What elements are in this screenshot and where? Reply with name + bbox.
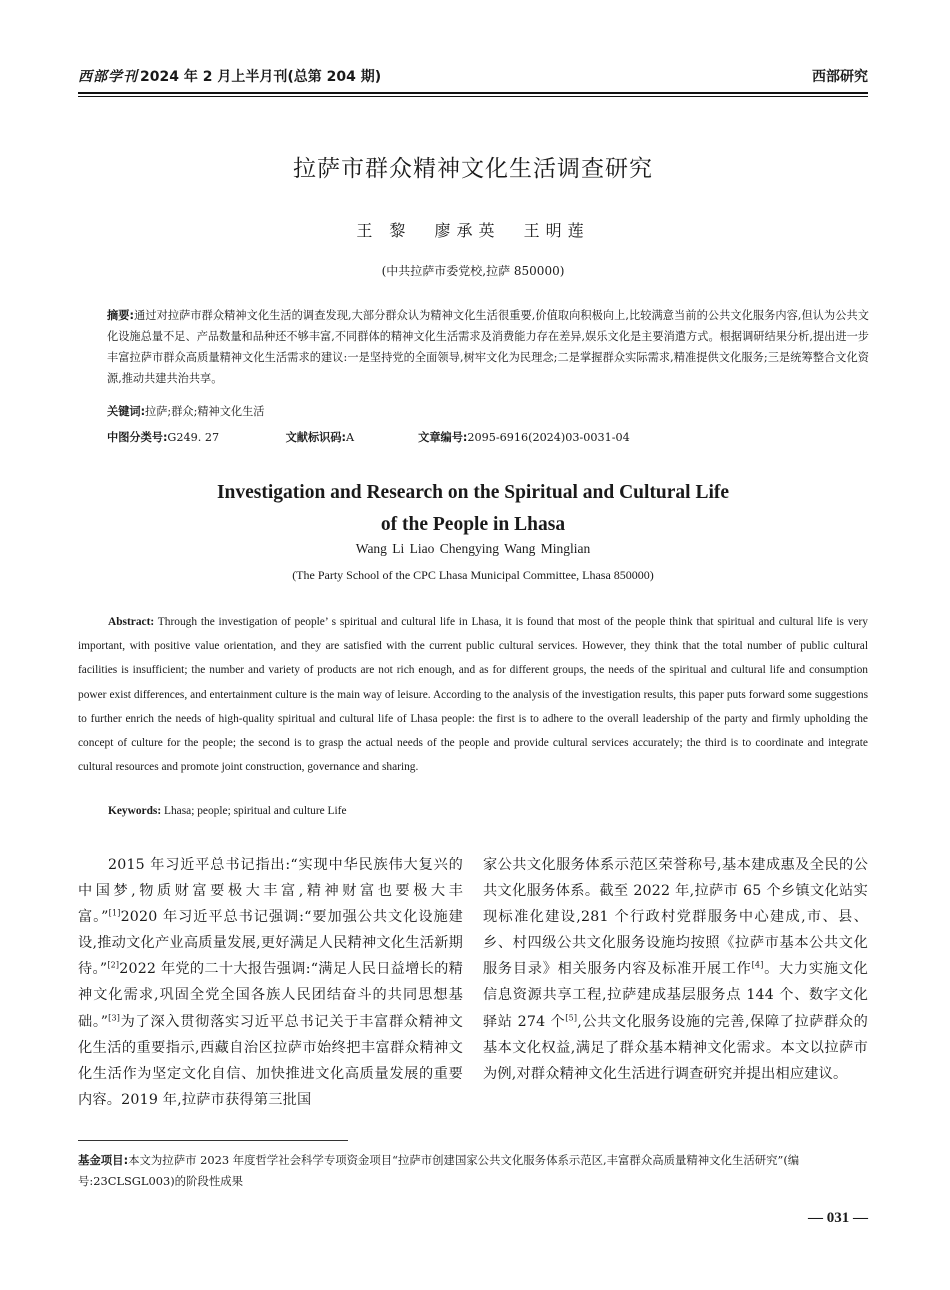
body-text: 家公共文化服务体系示范区荣誉称号,基本建成惠及全民的公共文化服务体系。截至 2022 年,拉萨市 65 个乡镇文化站实现标准化建设,281 个行政村党群服务中心建成,市、县、乡、村四级公共文化服务设施均按照《拉萨市基本公共文化服务目录》相关服务内容及标准开展工作 (483, 857, 868, 978)
english-affiliation: (The Party School of the CPC Lhasa Municipal Committee, Lhasa 850000) (292, 568, 654, 582)
english-authors: Wang Li Liao Chengying Wang Minglian (355, 541, 591, 556)
clc-value: G249. 27 (167, 431, 220, 444)
abstract-label: 摘要: (107, 309, 134, 322)
citation-ref: [3] (108, 1012, 121, 1022)
section-name: 西部研究 (812, 69, 868, 85)
keywords-label: 关键词: (107, 405, 146, 418)
doc-code-value: A (345, 431, 355, 444)
citation-ref: [2] (107, 960, 120, 970)
english-keywords-text: Lhasa; people; spiritual and culture Life (164, 805, 347, 817)
journal-issue (78, 66, 381, 86)
chinese-authors (78, 218, 868, 241)
body-column-right (483, 852, 868, 1087)
english-keywords-label: Keywords: (108, 805, 162, 817)
english-abstract-text: Through the investigation of people’ s spiritual and cultural life in Lhasa, it is found that most of the people think that spiritual and cultural life is very important, with positive value orientation, and they are satisfied with the current public cultural services. However, they think that the total number of public cultural facilities is insufficient; the number and variety of products are not rich enough, and as for different groups, the needs of the spiritual and cultural life and consumption power exist differences, and entertainment culture is the main way of leisure. According to the analysis of the investigation results, this paper puts forward some suggestions to further enrich the needs of high-quality spiritual and cultural life of Lhasa people: the first is to adhere to the overall leadership of the party and firmly upholding the concept of culture for the people; the second is to grasp the actual needs of the people and provide cultural services accurately; the third is to coordinate and integrate cultural resources and promote joint construction, governance and sharing. (78, 616, 868, 774)
footnote-text: 本文为拉萨市 2023 年度哲学社会科学专项资金项目“拉萨市创建国家公共文化服务体系示范区,丰富群众高质量精神文化生活研究”(编号:23CLSGL003)的阶段性成果 (78, 1153, 800, 1188)
article-no-label: 文章编号: (418, 431, 468, 444)
abstract-text: 通过对拉萨市群众精神文化生活的调查发现,大部分群众认为精神文化生活很重要,价值取向积极向上,比较满意当前的公共文化服务内容,但认为公共文化设施总量不足、产品数量和品种还不够丰富,不同群体的精神文化生活需求及消费能力存在差异,娱乐文化是主要消遣方式。根据调研结果分析,提出进一步丰富拉萨市群众高质量精神文化生活需求的建议:一是坚持党的全面领导,树牢文化为民理念;二是掌握群众实际需求,精准提供文化服务;三是统筹整合文化资源,推动共建共治共享。 (107, 309, 869, 385)
body-text: 为了深入贯彻落实习近平总书记关于丰富群众精神文化生活的重要指示,西藏自治区拉萨市始终把丰富群众精神文化生活作为坚定文化自信、加快推进文化高质量发展的重要内容。2019 年,拉萨市获得第三批国 (78, 1013, 463, 1108)
chinese-keywords (107, 403, 869, 419)
chinese-abstract (107, 305, 869, 389)
doc-code (286, 429, 415, 445)
english-title-line-1: Investigation and Research on the Spiritual and Cultural Life (216, 482, 730, 503)
author-3: 王明莲 (523, 221, 590, 240)
page-number: — 031 — (808, 1210, 868, 1226)
clc-code (107, 429, 282, 445)
body-text: 2022 年党的二十大报告强调:“满足人民日益增长的精神文化需求,巩固全党全国各族人民团结奋斗的共同思想基础。” (78, 961, 463, 1030)
citation-ref: [5] (565, 1012, 578, 1022)
article-number (418, 429, 630, 445)
footnote-divider (78, 1140, 348, 1141)
english-keywords (108, 805, 868, 817)
footnote-label: 基金项目: (78, 1153, 129, 1167)
doc-code-label: 文献标识码: (285, 431, 346, 444)
classification-line (107, 429, 869, 445)
funding-footnote (78, 1150, 868, 1192)
header-divider-thin (78, 96, 868, 97)
chinese-affiliation: (中共拉萨市委党校,拉萨 850000) (381, 264, 565, 278)
citation-ref: [4] (751, 960, 764, 970)
citation-ref: [1] (108, 908, 121, 918)
chinese-title: 拉萨市群众精神文化生活调查研究 (293, 156, 653, 182)
body-text: ,公共文化服务设施的完善,保障了拉萨群众的基本文化权益,满足了群众基本精神文化需求。本文以拉萨市为例,对群众精神文化生活进行调查研究并提出相应建议。 (483, 1013, 868, 1082)
article-no-value: 2095-6916(2024)03-0031-04 (467, 431, 630, 444)
body-column-left (78, 852, 463, 1113)
header-divider (78, 92, 868, 94)
author-1: 王 黎 (356, 221, 412, 240)
english-abstract (78, 610, 868, 779)
author-2: 廖承英 (434, 221, 501, 240)
keywords-text: 拉萨;群众;精神文化生活 (145, 405, 265, 418)
english-title (78, 477, 868, 541)
body-text: 2020 年习近平总书记强调:“要加强公共文化设施建设,推动文化产业高质量发展,更好满足人民精神文化生活新期待。” (78, 909, 463, 978)
running-header (78, 64, 868, 92)
journal-logo: 西部学刊 (78, 69, 138, 85)
english-title-line-2: of the People in Lhasa (380, 514, 566, 535)
clc-label: 中图分类号: (107, 431, 168, 444)
issue-info: 2024 年 2 月上半月刊(总第 204 期) (140, 69, 382, 85)
body-text: 2015 年习近平总书记指出:“实现中华民族伟大复兴的中国梦,物质财富要极大丰富,精神财富也要极大丰富。” (78, 857, 463, 926)
english-abstract-label: Abstract: (108, 616, 155, 628)
body-text: 。大力实施文化信息资源共享工程,拉萨建成基层服务点 144 个、数字文化驿站 274 个 (483, 961, 869, 1030)
